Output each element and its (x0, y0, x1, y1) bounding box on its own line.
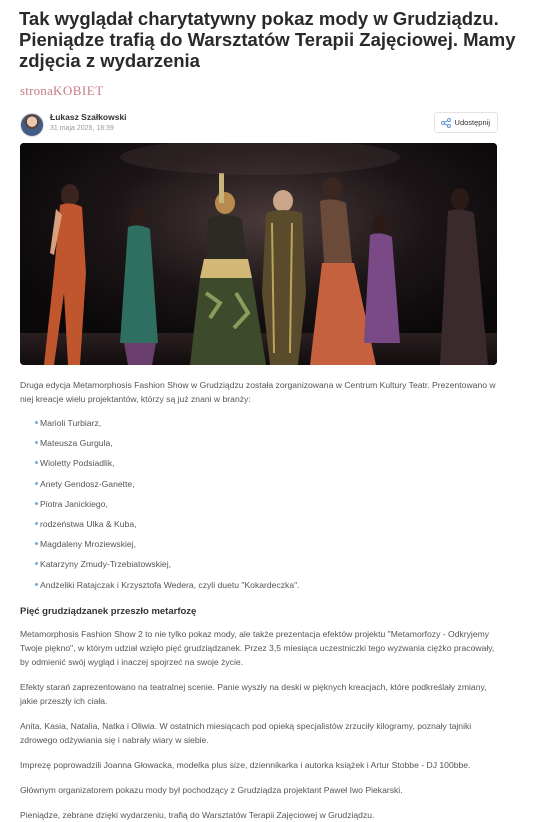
author-name[interactable]: Łukasz Szałkowski (50, 112, 127, 122)
body-paragraph: Anita, Kasia, Natalia, Natka i Oliwia. W ostatnich miesiącach pod opieką specjalistów zrzuciły kilogramy, poznały tajniki zdrowego odżywiania się i nabrały wiary w siebie. (20, 720, 472, 745)
list-item: Marioli Turbiarz, (20, 416, 498, 436)
author-avatar[interactable] (20, 113, 44, 137)
body-paragraph: Pieniądze, zebrane dzięki wydarzeniu, trafią do Warsztatów Terapii Zajęciowej w Grudziądzu. (20, 809, 375, 820)
list-item: Mateusza Gurgula, (20, 436, 498, 456)
brand-prefix: strona (20, 83, 53, 98)
share-button[interactable] (434, 112, 498, 133)
hero-photo[interactable] (20, 143, 497, 365)
body-paragraph: Efekty starań zaprezentowano na teatralnej scenie. Panie wyszły na deski w pięknych kreacjach, które podkreślały zmiany, jakie przeszły ich ciała. (20, 681, 487, 706)
share-icon (441, 118, 451, 128)
list-item: rodzeństwa Ulka & Kuba, (20, 517, 498, 537)
article-body (20, 378, 498, 822)
brand-main: KOBIET (52, 83, 104, 98)
body-paragraph: Imprezę poprowadzili Joanna Głowacka, modelka plus size, dziennikarka i autorka książek i Artur Stobbe - DJ 100bbe. (20, 759, 471, 770)
designers-list (20, 416, 498, 598)
publish-date: 31 maja 2025, 18:39 (50, 125, 114, 132)
list-item: Anety Gendosz-Ganette, (20, 477, 498, 497)
intro-paragraph: Druga edycja Metamorphosis Fashion Show w Grudziądzu została zorganizowana w Centrum Kultury Teatr. Prezentowano w niej kreacje wielu projektantów, którzy są już znani w branży: (20, 380, 496, 404)
list-item: Katarzyny Zmudy-Trzebiatowskiej, (20, 557, 498, 577)
share-label: Udostępnij (454, 118, 490, 127)
author-row (20, 111, 498, 137)
list-item: Piotra Janickiego, (20, 497, 498, 517)
article-title: Tak wyglądał charytatywny pokaz mody w Grudziądzu. Pieniądze trafią do Warsztatów Terapii Zajęciowej. Mamy zdjęcia z wydarzenia (19, 8, 516, 71)
list-item: Andżeliki Ratajczak i Krzysztofa Wedera, czyli duetu "Kokardeczka". (20, 578, 498, 598)
list-item: Wioletty Podsiadlik, (20, 456, 498, 476)
fashion-show-stage-photo (20, 143, 497, 365)
body-paragraph: Metamorphosis Fashion Show 2 to nie tylko pokaz mody, ale także prezentacja efektów projektu "Metamorfozy - Odkryjemy Twoje piękno", w którym udział wzięło pięć grudziądzanek. Przez 3,5 miesiąca uczestniczki tego wyzwania ciężko pracowały, by odmienić swój wygląd i inaczej spojrzeć na swoje życie. (20, 628, 495, 667)
brand-logo[interactable] (20, 83, 104, 99)
section-heading: Pięć grudziądzanek przeszło metarfozę (20, 605, 197, 617)
list-item: Magdaleny Mroziewskiej, (20, 537, 498, 557)
body-paragraph: Głównym organizatorem pokazu mody był pochodzący z Grudziądza projektant Paweł Iwo Piekarski. (20, 784, 403, 795)
